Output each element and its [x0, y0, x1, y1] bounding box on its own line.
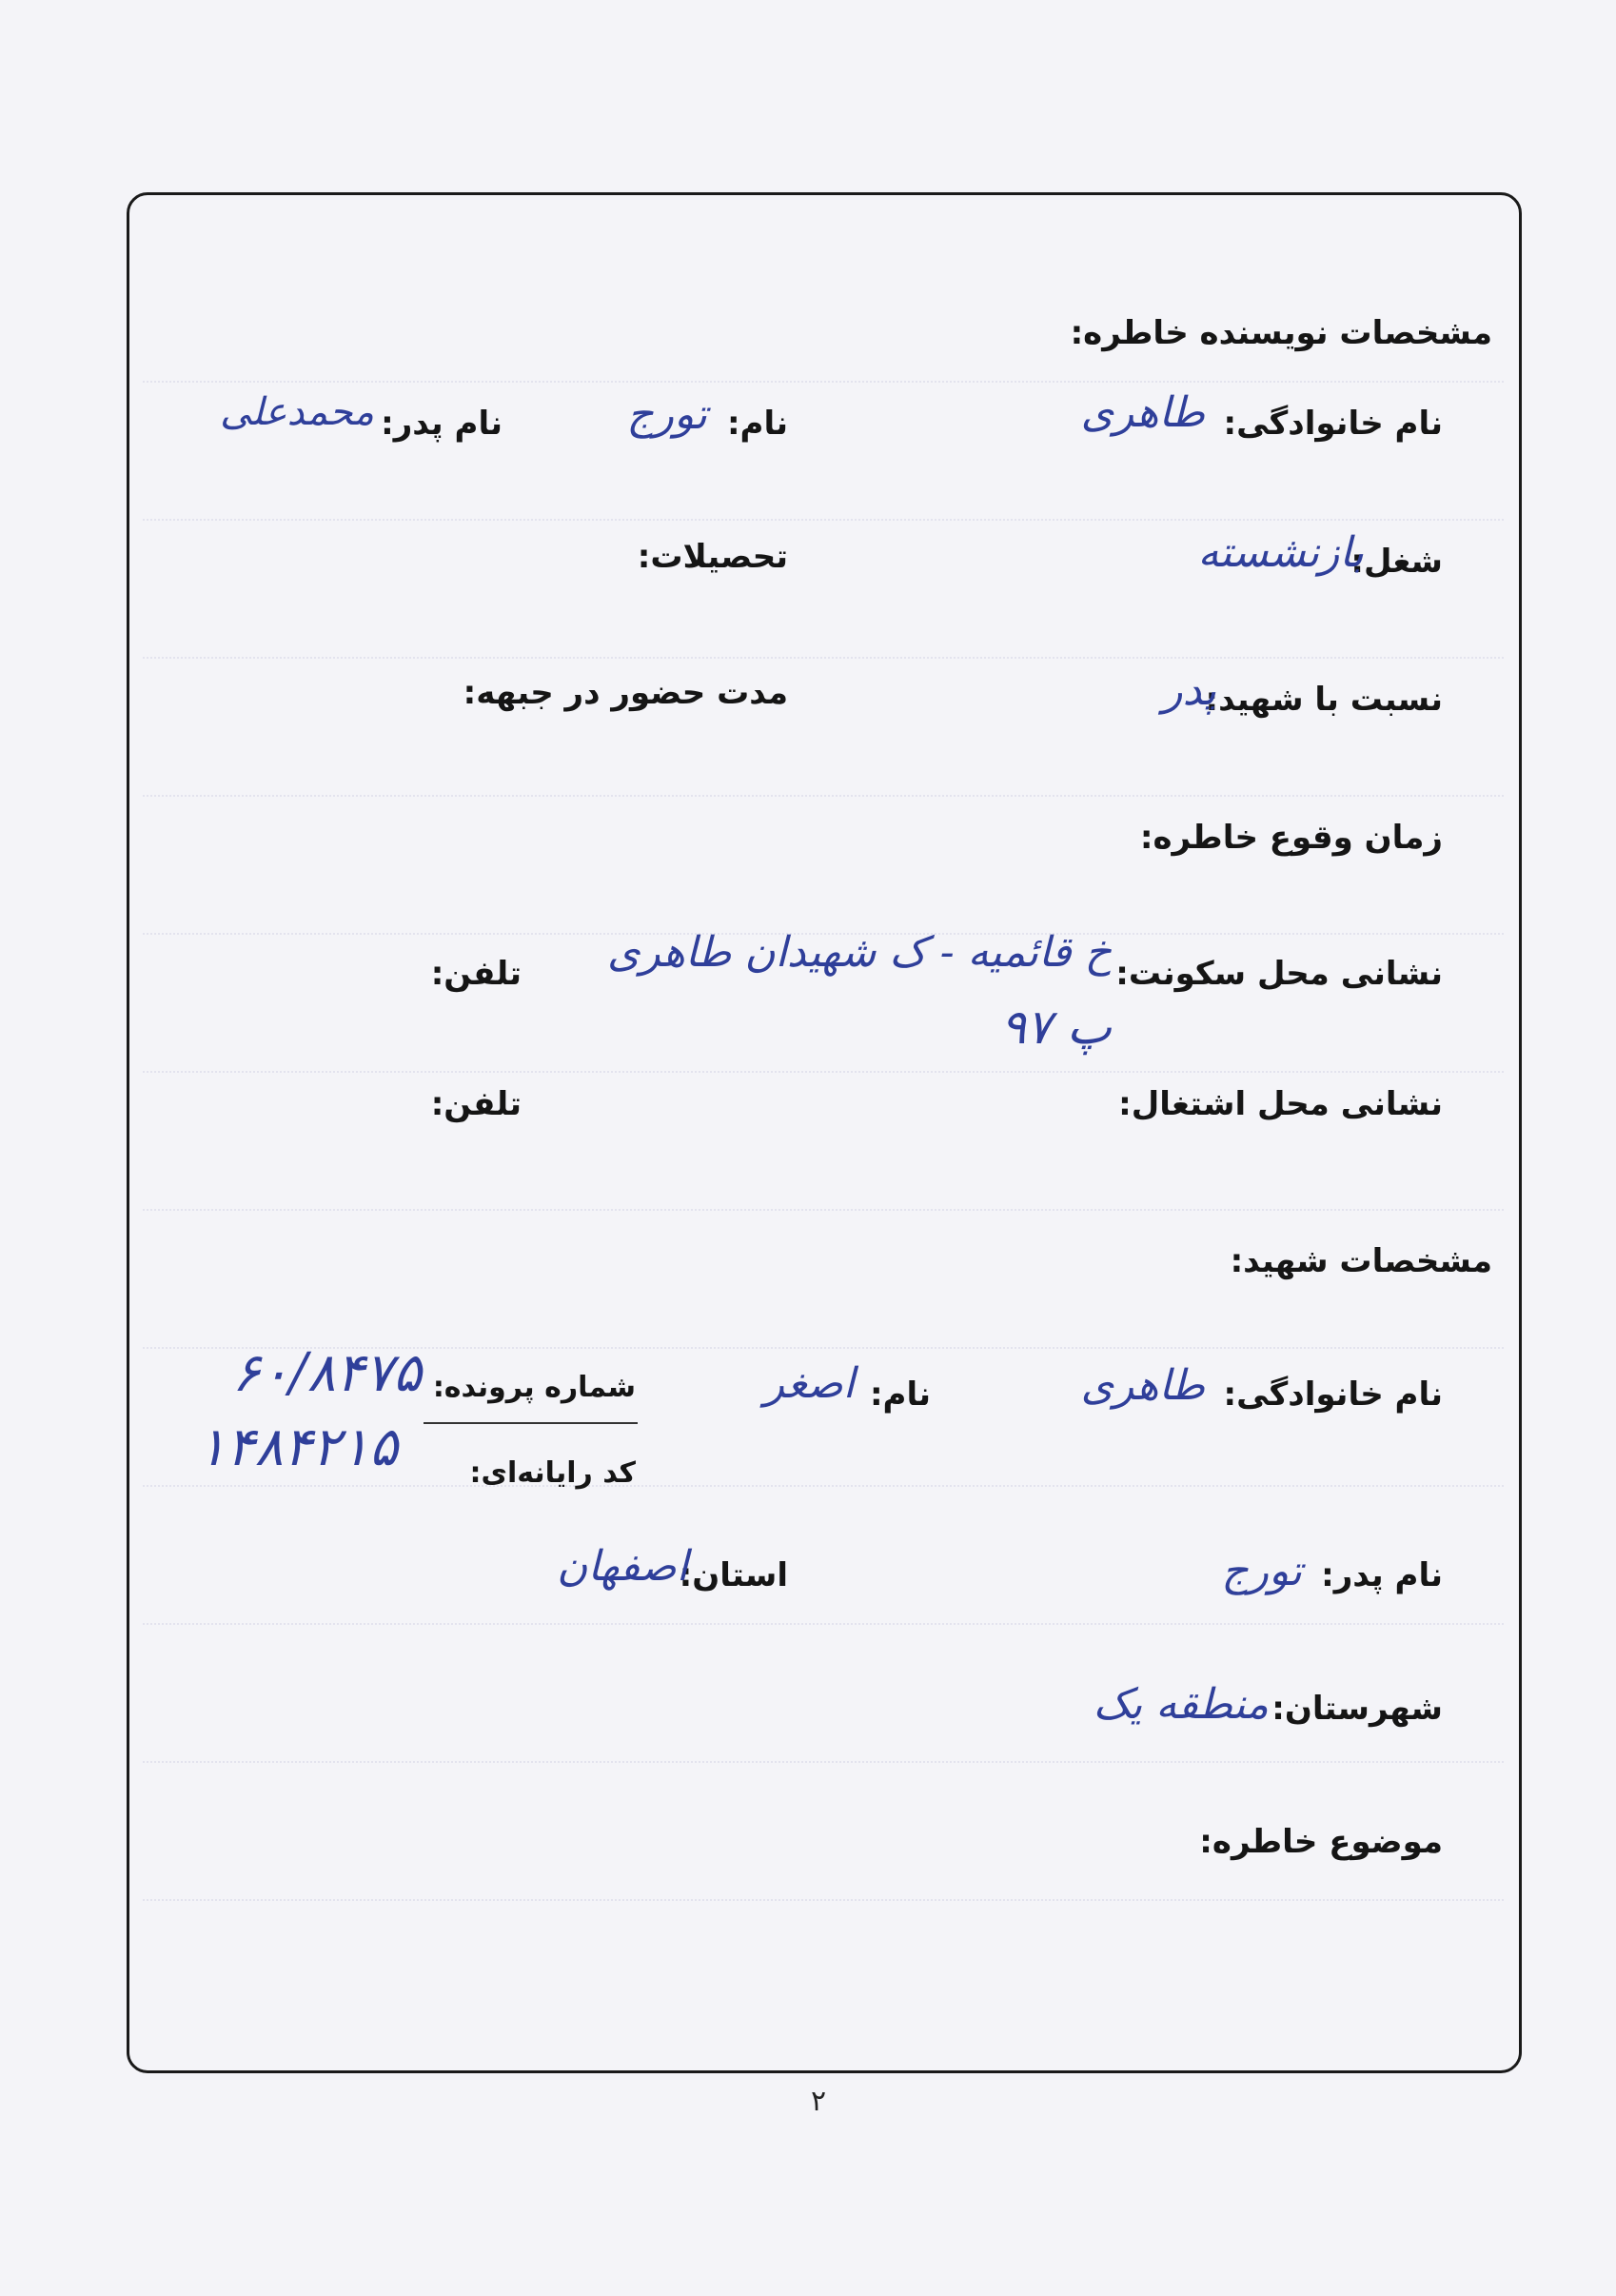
- county-label: شهرستان:: [1271, 1690, 1443, 1728]
- page-number: ۲: [811, 2085, 827, 2118]
- author-first-name-value: تورج: [626, 390, 707, 439]
- work-address-label: نشانی محل اشتغال:: [1118, 1085, 1443, 1123]
- author-family-name-value: طاهری: [1080, 388, 1205, 437]
- computer-code-value: ۱۴۸۴۲۱۵: [197, 1416, 398, 1478]
- file-number-value: ۶۰/۸۴۷۵: [231, 1342, 422, 1404]
- education-label: تحصیلات:: [637, 538, 788, 576]
- martyr-first-name-value: اصغر: [763, 1359, 855, 1408]
- memory-time-label: زمان وقوع خاطره:: [1139, 819, 1443, 857]
- memory-subject-label: موضوع خاطره:: [1199, 1823, 1443, 1861]
- home-address-label: نشانی محل سکونت:: [1115, 955, 1443, 993]
- martyr-section-title: مشخصات شهید:: [1230, 1242, 1492, 1280]
- author-family-name-label: نام خانوادگی:: [1223, 405, 1443, 443]
- home-phone-label: تلفن:: [430, 955, 522, 993]
- county-value: منطقه یک: [1093, 1680, 1269, 1729]
- author-first-name-label: نام:: [726, 405, 788, 443]
- province-label: استان:: [679, 1556, 788, 1594]
- occupation-label: شغل:: [1350, 543, 1443, 581]
- martyr-family-name-label: نام خانوادگی:: [1223, 1376, 1443, 1414]
- martyr-father-name-label: نام پدر:: [1321, 1556, 1443, 1594]
- work-phone-label: تلفن:: [430, 1085, 522, 1123]
- author-father-name-label: نام پدر:: [381, 405, 503, 443]
- home-address-value-2: پ ۹۷: [1000, 1000, 1112, 1055]
- martyr-first-name-label: نام:: [869, 1376, 931, 1414]
- file-number-underline: [424, 1422, 638, 1424]
- form-border: [127, 192, 1522, 2073]
- author-section-title: مشخصات نویسنده خاطره:: [1070, 314, 1492, 352]
- martyr-father-name-value: تورج: [1221, 1547, 1302, 1595]
- relation-label: نسبت با شهید:: [1205, 681, 1443, 719]
- author-father-name-value: محمدعلی: [220, 390, 374, 434]
- computer-code-label: کد رایانه‌ای:: [469, 1456, 636, 1490]
- province-value: اصفهان: [557, 1542, 688, 1591]
- martyr-family-name-value: طاهری: [1080, 1361, 1205, 1410]
- front-duration-label: مدت حضور در جبهه:: [463, 674, 788, 712]
- relation-value: پدر: [1162, 666, 1216, 715]
- occupation-value: بازنشسته: [1197, 528, 1364, 577]
- file-number-label: شماره پرونده:: [432, 1371, 636, 1404]
- home-address-value: خ قائمیه - ک شهیدان طاهری: [607, 928, 1112, 977]
